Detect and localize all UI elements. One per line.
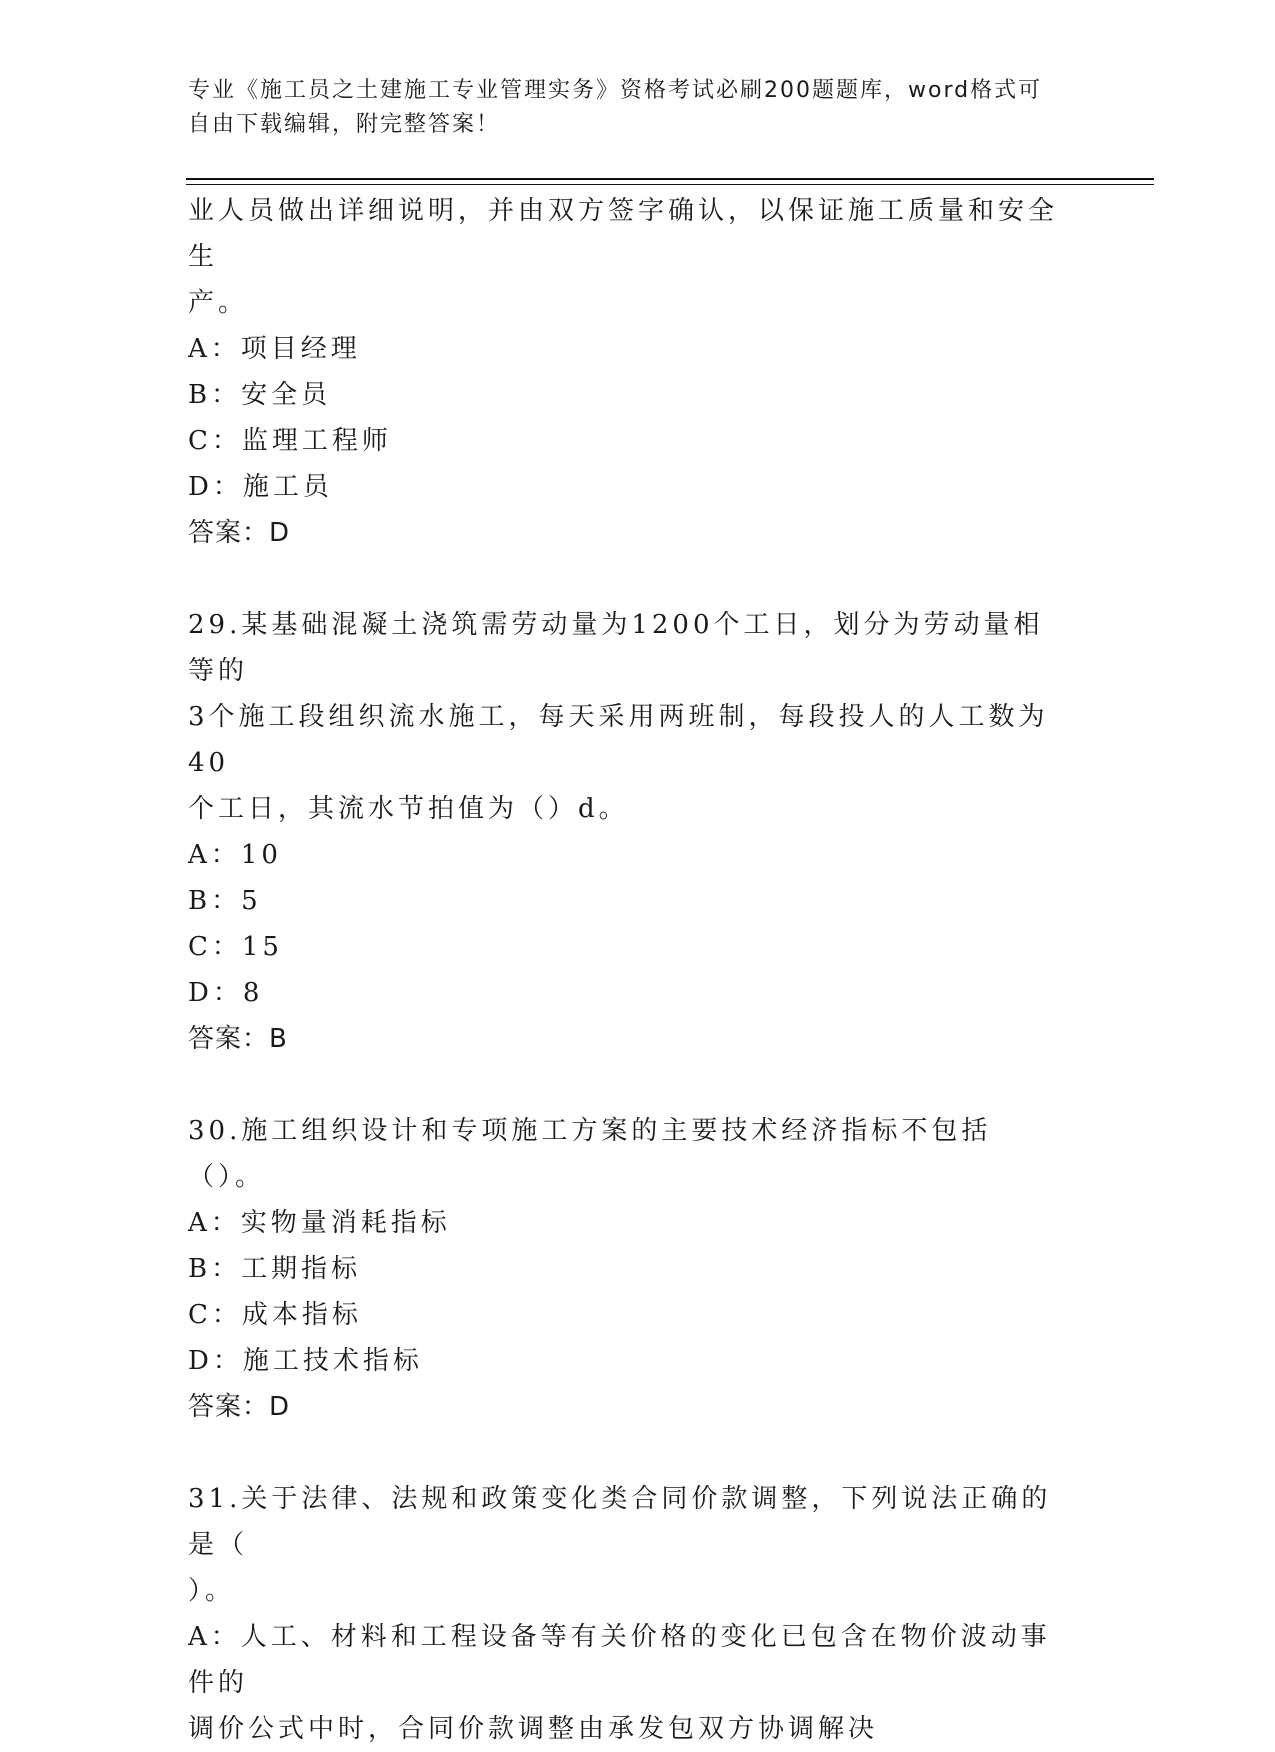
document-title-line-2: 自由下载编辑，附完整答案！ [188,112,501,137]
answer-line: 答案：D [188,1392,291,1422]
option-b: B：安全员 [188,380,332,410]
answer-line: 答案：B [188,1024,288,1054]
option-d: D：施工技术指标 [188,1346,423,1376]
question-stem-line: 31.关于法律、法规和政策变化类合同价款调整，下列说法正确的是（ [188,1484,1052,1560]
option-a: A：人工、材料和工程设备等有关价格的变化已包含在物价波动事件的 [188,1622,1051,1698]
question-stem-line: 业人员做出详细说明，并由双方签字确认，以保证施工质量和安全生 [188,196,1059,272]
answer-line: 答案：D [188,518,291,548]
option-a: A：实物量消耗指标 [188,1208,451,1238]
option-c: C：15 [188,932,283,962]
page-header [188,74,1068,142]
option-d: D：施工员 [188,472,333,502]
question-29 [188,602,1068,1062]
question-stem-line: ）。 [188,1576,236,1606]
header-divider [186,178,1154,185]
option-d: D：8 [188,978,264,1008]
question-stem-line: 个工日，其流水节拍值为（）d。 [188,794,629,824]
question-stem-line: 29.某基础混凝土浇筑需劳动量为1200个工日，划分为劳动量相等的 [188,610,1044,686]
option-a-continuation: 调价公式中时，合同价款调整由承发包双方协调解决 [188,1714,879,1744]
question-spacer [188,556,1068,602]
option-a: A：项目经理 [188,334,361,364]
option-b: B：5 [188,886,262,916]
question-stem-line: 产。 [188,288,249,318]
option-c: C：监理工程师 [188,426,392,456]
option-b: B：工期指标 [188,1254,362,1284]
question-list [188,188,1068,1752]
question-30 [188,1108,1068,1430]
question-spacer [188,1062,1068,1108]
question-31 [188,1476,1068,1752]
option-a: A：10 [188,840,282,870]
question-spacer [188,1430,1068,1476]
option-c: C：成本指标 [188,1300,362,1330]
question-28-continuation [188,188,1068,556]
question-stem-line: 3个施工段组织流水施工，每天采用两班制，每段投人的人工数为40 [188,702,1049,778]
document-title-line-1: 专业《施工员之土建施工专业管理实务》资格考试必刷200题题库，word格式可 [188,78,1043,103]
question-stem-line: 30.施工组织设计和专项施工方案的主要技术经济指标不包括（）。 [188,1116,992,1192]
